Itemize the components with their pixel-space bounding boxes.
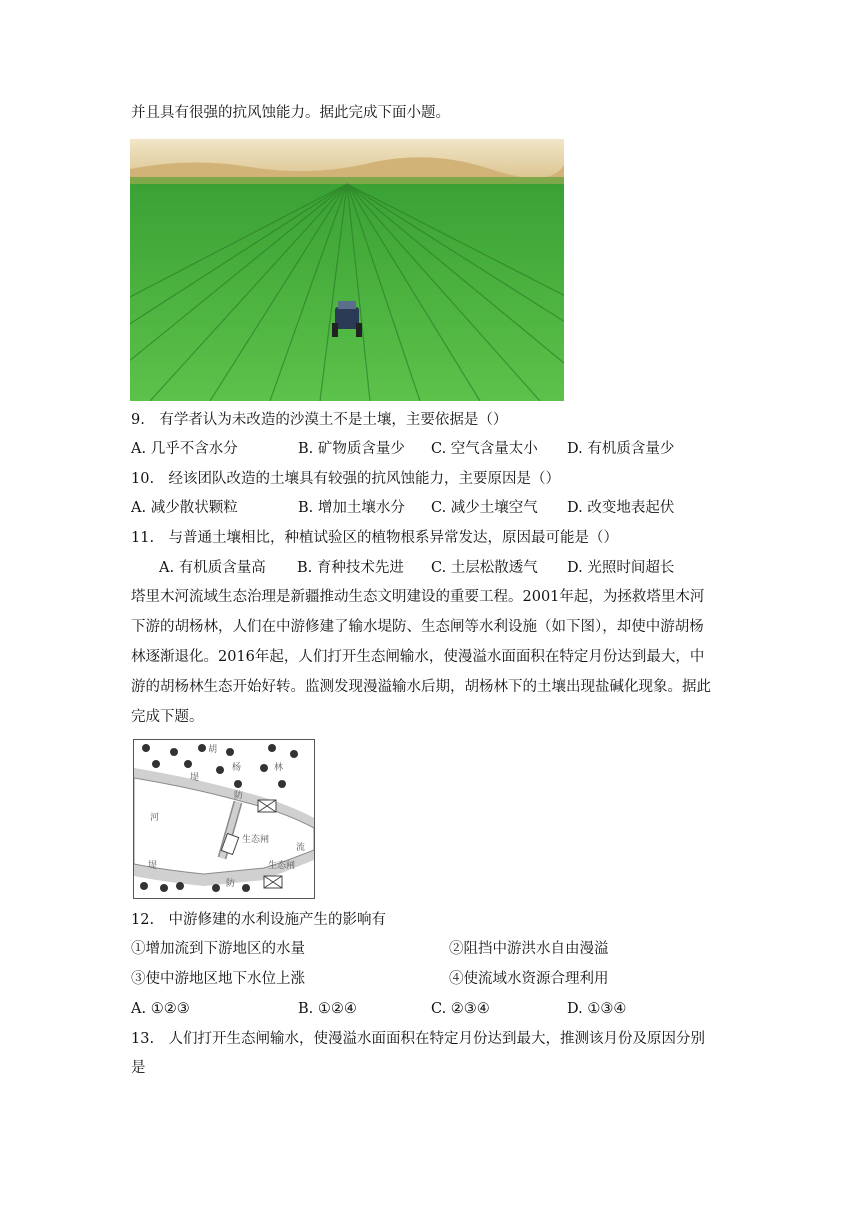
question-10-stem: 10. 经该团队改造的土壤具有较强的抗风蚀能力，主要原因是（） (131, 471, 561, 487)
q9-option-c: C. 空气含量太小 (431, 441, 538, 457)
question-12-stem: 12. 中游修建的水利设施产生的影响有 (131, 912, 387, 928)
question-9-options (131, 439, 731, 459)
map-label-dyke-3: 堤 (148, 861, 158, 871)
q12-item-2: ②阻挡中游洪水自由漫溢 (449, 941, 609, 957)
q11-option-a: A. 有机质含量高 (159, 560, 266, 576)
q12-option-a: A. ①②③ (131, 1001, 190, 1017)
question-12-items-row1 (131, 939, 731, 959)
q9-option-a: A. 几乎不含水分 (131, 441, 238, 457)
q12-item-1: ①增加流到下游地区的水量 (131, 941, 305, 957)
passage-line-3: 林逐渐退化。2016年起，人们打开生态闸输水，使漫溢水面面积在特定月份达到最大，中 (131, 649, 705, 665)
q12-option-c: C. ②③④ (431, 1001, 490, 1017)
question-11-options (159, 558, 719, 578)
passage-line-5: 完成下题。 (131, 709, 204, 725)
passage-line-4: 游的胡杨林生态开始好转。监测发现漫溢输水后期，胡杨林下的土壤出现盐碱化现象。据此 (131, 679, 711, 695)
q10-option-d: D. 改变地表起伏 (567, 500, 675, 516)
q11-option-d: D. 光照时间超长 (567, 560, 675, 576)
map-label-dyke-1: 堤 (190, 773, 200, 783)
q10-option-c: C. 减少土壤空气 (431, 500, 538, 516)
map-label-river-2: 流 (296, 843, 306, 853)
question-12-options (131, 999, 731, 1019)
q10-option-b: B. 增加土壤水分 (298, 500, 405, 516)
q10-option-a: A. 减少散状颗粒 (131, 500, 238, 516)
q9-option-d: D. 有机质含量少 (567, 441, 675, 457)
question-12-items-row2 (131, 969, 731, 989)
q12-option-d: D. ①③④ (567, 1001, 627, 1017)
river-facility-map (133, 739, 315, 899)
question-9-stem: 9. 有学者认为未改造的沙漠土不是土壤，主要依据是（） (131, 412, 508, 428)
passage-line-1: 塔里木河流域生态治理是新疆推动生态文明建设的重要工程。2001年起，为拯救塔里木河 (131, 589, 705, 605)
farmland-photo (130, 139, 564, 401)
q11-option-b: B. 育种技术先进 (297, 560, 404, 576)
q12-option-b: B. ①②④ (298, 1001, 357, 1017)
question-13-stem-line-1: 13. 人们打开生态闸输水，使漫溢水面面积在特定月份达到最大，推测该月份及原因分别 (131, 1031, 706, 1047)
farmland-illustration (130, 139, 564, 401)
map-label-dyke-2: 防 (234, 791, 244, 801)
q12-item-4: ④使流域水资源合理利用 (449, 971, 609, 987)
map-label-forest-3: 林 (274, 763, 284, 773)
intro-tail: 并且具有很强的抗风蚀能力。据此完成下面小题。 (131, 105, 450, 121)
question-11-stem: 11. 与普通土壤相比，种植试验区的植物根系异常发达，原因最可能是（） (131, 530, 619, 546)
river-map-drawing (134, 740, 314, 898)
map-label-gate-1: 生态闸 (242, 835, 270, 845)
passage-line-2: 下游的胡杨林，人们在中游修建了输水堤防、生态闸等水利设施（如下图），却使中游胡杨 (131, 619, 704, 635)
map-label-gate-2: 生态闸 (268, 861, 296, 871)
question-10-options (131, 498, 731, 518)
map-label-forest-1: 胡 (208, 745, 218, 755)
q12-item-3: ③使中游地区地下水位上涨 (131, 971, 305, 987)
question-13-stem-line-2: 是 (131, 1060, 146, 1076)
map-label-forest-2: 杨 (232, 763, 242, 773)
q9-option-b: B. 矿物质含量少 (298, 441, 405, 457)
map-label-river-1: 河 (150, 813, 160, 823)
map-label-dyke-4: 防 (226, 879, 236, 889)
q11-option-c: C. 土层松散透气 (431, 560, 538, 576)
